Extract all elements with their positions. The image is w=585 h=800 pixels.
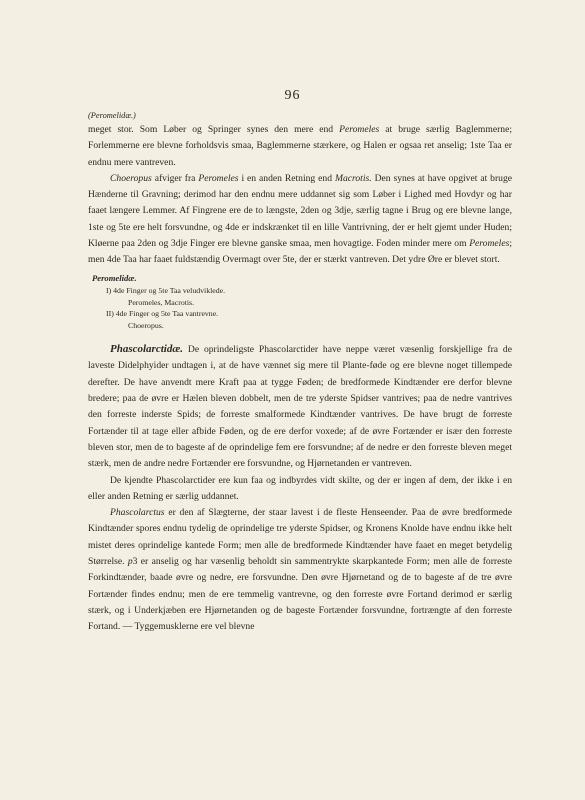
running-head: (Peromelidæ.) — [88, 111, 136, 120]
classification-genera: Choeropus. — [128, 320, 164, 330]
text: i en anden Retning end — [238, 172, 335, 184]
tooth-symbol: p — [127, 556, 133, 568]
genus-name: Choeropus — [110, 172, 152, 184]
classification-item: II) 4de Finger og 5te Taa vantrevne. — [106, 309, 219, 319]
text: er den af Slægterne, der staar lavest i de fleste Henseender. Paa de øvre bredformede Kindtænder spores endnu tydelig de oprindelige tre yderste Spidser, og Kronens Knolde have endnu ikke helt mistet deres oprindelige kantede Form; men alle de bredformede Kindtænder have faaet en meget betydelig Størrelse. — [88, 507, 512, 568]
paragraph-peromeles-continued — [88, 122, 512, 171]
page-number: 96 — [284, 88, 301, 103]
text: ; men 4de Taa har faaet fuldstændig Overmagt over 5te, der er stærkt vantreven. Det ydre Øre er blevet stort. — [88, 238, 512, 266]
classification-block — [92, 273, 512, 332]
paragraph-phascolarctus — [88, 505, 512, 635]
page-body — [88, 110, 512, 636]
paragraph-known-phascolarctids: De kjendte Phascolarctider ere kun faa og indbyrdes vidt skilte, og der er ingen af dem, der ikke i en eller anden Retning er særlig uddannet. — [88, 474, 512, 502]
classification-genera: Peromeles, Macrotis. — [128, 297, 195, 307]
classification-title: Peromelidæ. — [92, 272, 137, 283]
text: De oprindeligste Phascolarctider have neppe været væsenlig forskjellige fra de laveste Didelphyider undtagen i, at de have vænnet sig mere til Plante-føde og ere blevne noget tillempede derefter. De have anvendt mere Kraft paa at tygge Føden; de bredformede Kindtænder ere derfor blevne bredere; paa de øvre er Hælen bleven dobbelt, men de tre yderste Spidser vantrives; paa de nedre vantrives den forreste inderste Spids; de forreste smalformede Kindtænder vantrives. De have brugt de forreste Fortænder til at tage eller afbide Føden, og de ere derfor voxede; af de øvre Fortænder er især den forreste bleven stor, men de to bageste af de oprindelige fem ere forsvundne; af de nedre er den forreste bleven meget stærk, men de andre nedre Fortænder ere forsvundne, og Hjørnetanden er vantreven. — [88, 344, 512, 470]
family-heading: Phascolarctidæ. — [110, 343, 184, 356]
genus-name: Phascolarctus — [110, 507, 165, 519]
paragraph-phascolarctidae — [88, 341, 512, 472]
text: meget stor. Som Løber og Springer synes den mere end — [88, 124, 340, 135]
text: at bruge særlig Baglemmerne; Forlemmerne ere blevne forholdsvis smaa, Baglemmerne stærkere, og Halen er ogsaa ret anselig; 1ste Taa er endnu mere vantreven. — [88, 124, 512, 168]
genus-name: Macrotis. — [334, 172, 372, 184]
text: afviger fra — [151, 172, 199, 184]
text: Den synes at have opgivet at bruge Hænderne til Gravning; derimod har den endnu mere uddannet sig som Løber i Lighed med Hovdyr og har faaet længere Lemmer. Af Fingrene ere de to længste, 2den og 3dje, særlig tagne i Brug og ere blevne lange, 1ste og 5te ere helt forsvundne, og 4de er indskrænket til en lille Vantrivning, der er helt gjemt under Huden; Kløerne paa 2den og 3dje Finger ere blevne ganske smaa, men hovagtige. Foden minder mere om — [88, 172, 513, 250]
genus-name: Peromeles — [469, 238, 510, 250]
text: 3 er anselig og har væsenlig beholdt sin sammentrykte skarpkantede Form; men alle de forreste Forkindtænder, baade øvre og nedre, ere forsvundne. Den øvre Hjørnetand og de to bageste af de tre øvre Fortænder findes endnu; men de ere temmelig vantrevne, og den forreste øvre Fortand derimod er særlig stærk, og i Underkjæben ere Hjørnetanden og de bageste Fortænder forsvundne, fortrængte af den forreste Fortand. — Tyggemusklerne ere vel blevne — [88, 556, 513, 633]
genus-name: Peromeles — [339, 124, 380, 135]
genus-name: Peromeles — [198, 172, 239, 184]
classification-item: I) 4de Finger og 5te Taa veludviklede. — [106, 286, 226, 296]
paragraph-choeropus — [88, 171, 512, 269]
